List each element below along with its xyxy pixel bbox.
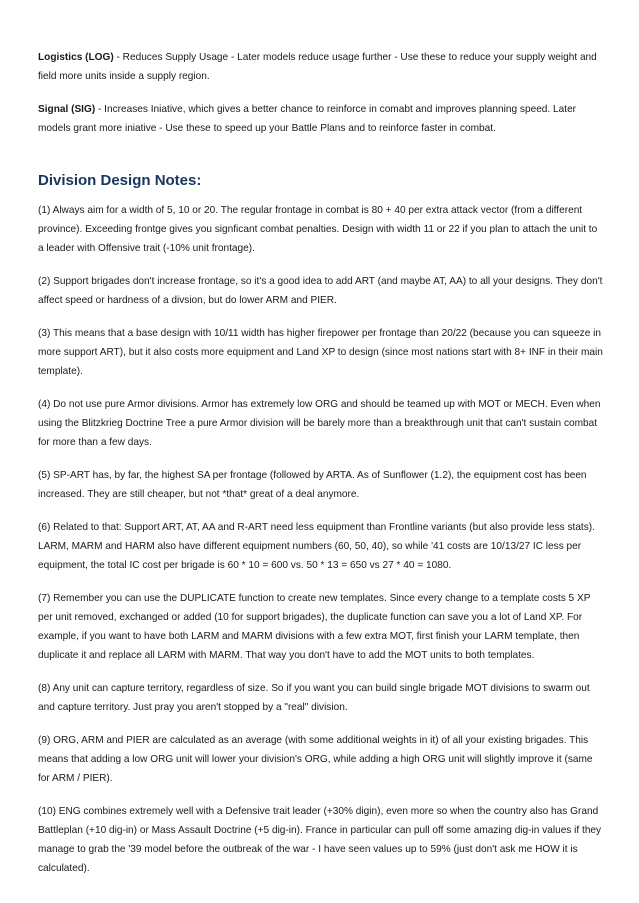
logistics-text: - Reduces Supply Usage - Later models reduce usage further - Use these to reduce your supply weight and field more units inside a supply region.: [38, 52, 597, 82]
logistics-note: [38, 48, 604, 86]
design-note-6: (6) Related to that: Support ART, AT, AA and R-ART need less equipment than Frontline variants (but also provide less stats). LARM, MARM and HARM also have different equipment numbers (60, 50, 40), so while '41 costs are 10/13/27 IC less per equipment, the total IC cost per brigade is 60 * 10 = 600 vs. 50 * 13 = 650 vs 27 * 40 = 1080.: [38, 522, 595, 571]
design-note-9: (9) ORG, ARM and PIER are calculated as an average (with some additional weights in it) of all your existing brigades. This means that adding a low ORG unit will lower your division's ORG, while adding a high ORG unit will slightly improve it (same for ARM / PIER).: [38, 735, 593, 784]
design-note-10: (10) ENG combines extremely well with a Defensive trait leader (+30% digin), even more so when the country also has Grand Battleplan (+10 dig-in) or Mass Assault Doctrine (+5 dig-in). France in particular can pull off some amazing dig-in values if they manage to grab the '39 model before the outbreak of the war - I have seen values up to 59% (just don't ask me HOW it is calculated).: [38, 806, 602, 874]
design-note-8: (8) Any unit can capture territory, regardless of size. So if you want you can build single brigade MOT divisions to swarm out and capture territory. Just pray you aren't stopped by a "real" division.: [38, 683, 590, 713]
design-note-2: (2) Support brigades don't increase frontage, so it's a good idea to add ART (and maybe AT, AA) to all your designs. They don't affect speed or hardness of a divsion, but do lower ARM and PIER.: [38, 276, 603, 306]
document-page: [38, 48, 604, 892]
signal-term: Signal (SIG): [38, 104, 96, 115]
design-note-1: (1) Always aim for a width of 5, 10 or 20. The regular frontage in combat is 80 + 40 per extra attack vector (from a different province). Exceeding frontge gives you signficant combat penalties. Design with width 11 or 22 if you plan to attach the unit to a leader with Offensive trait (-10% unit frontage).: [38, 205, 598, 254]
logistics-term: Logistics (LOG): [38, 52, 114, 63]
signal-text: - Increases Iniative, which gives a better chance to reinforce in comabt and improves planning speed. Later models grant more iniative - Use these to speed up your Battle Plans and to reinforce faster in combat.: [38, 104, 577, 134]
design-note-3: (3) This means that a base design with 10/11 width has higher firepower per frontage than 20/22 (because you can squeeze in more support ART), but it also costs more equipment and Land XP to design (since most nations start with 8+ INF in their main template).: [38, 328, 603, 377]
design-note-5: (5) SP-ART has, by far, the highest SA per frontage (followed by ARTA. As of Sunflower (1.2), the equipment cost has been increased. They are still cheaper, but not *that* great of a deal anymore.: [38, 470, 587, 500]
signal-note: [38, 100, 604, 138]
design-note-4: (4) Do not use pure Armor divisions. Armor has extremely low ORG and should be teamed up with MOT or MECH. Even when using the Blitzkrieg Doctrine Tree a pure Armor division will be barely more than a breakthrough unit that can't sustain combat for more than a few days.: [38, 399, 601, 448]
division-design-heading: Division Design Notes:: [38, 172, 202, 189]
design-note-7: (7) Remember you can use the DUPLICATE function to create new templates. Since every change to a template costs 5 XP per unit removed, exchanged or added (10 for support brigades), the duplicate function can save you a lot of Land XP. For example, if you want to have both LARM and MARM divisions with a few extra MOT, first finish your LARM template, then duplicate it and replace all LARM with MARM. That way you don't have to add the MOT units to both templates.: [38, 593, 591, 661]
